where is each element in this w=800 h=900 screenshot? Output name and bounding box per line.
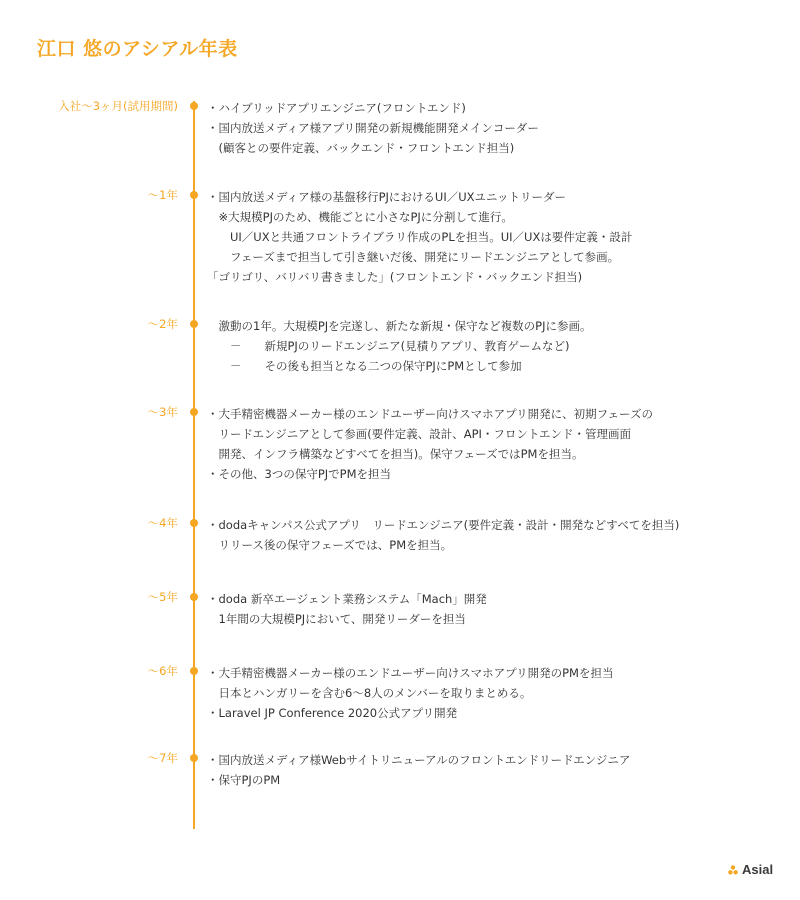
entry-line: リードエンジニアとして参画(要件定義、設計、API・フロントエンド・管理画面 — [207, 427, 631, 441]
timeline-dot — [190, 408, 198, 416]
entry-label: 入社〜3ヶ月(試用期間) — [58, 99, 178, 113]
entry-line: ・国内放送メディア様の基盤移行PJにおけるUI／UXユニットリーダー — [207, 190, 567, 204]
entry-line: 日本とハンガリーを含む6〜8人のメンバーを取りまとめる。 — [207, 686, 532, 700]
entry-line: － その後も担当となる二つの保守PJにPMとして参加 — [207, 359, 522, 373]
logo-text: Asial — [742, 862, 774, 877]
entry-text — [207, 97, 539, 159]
entry-line: リリース後の保守フェーズでは、PMを担当。 — [207, 538, 453, 552]
entry-line: ・国内放送メディア様Webサイトリニューアルのフロントエンドリードエンジニア — [207, 753, 631, 767]
entry-line: ・dodaキャンパス公式アプリ リードエンジニア(要件定義・設計・開発などすべてを担当) — [207, 518, 680, 532]
timeline-dot — [190, 593, 198, 601]
entry-line: ・doda 新卒エージェント業務システム「Mach」開発 — [207, 592, 487, 606]
entry-line: ・Laravel JP Conference 2020公式アプリ開発 — [207, 706, 458, 720]
entry-line: － 新規PJのリードエンジニア(見積りアプリ、教育ゲームなど) — [207, 339, 570, 353]
timeline-dot — [190, 519, 198, 527]
entry-line: ・ハイブリッドアプリエンジニア(フロントエンド) — [207, 101, 466, 115]
entry-label: 〜5年 — [147, 590, 178, 604]
entry-label: 〜3年 — [147, 405, 178, 419]
entry-label: 〜2年 — [147, 317, 178, 331]
entry-text — [207, 315, 591, 377]
entry-line: 激動の1年。大規模PJを完遂し、新たな新規・保守など複数のPJに参画。 — [207, 319, 592, 333]
entry-text — [207, 514, 679, 556]
entry-line: UI／UXと共通フロントライブラリ作成のPLを担当。UI／UXは要件定義・設計 — [207, 230, 633, 244]
timeline-dot — [190, 191, 198, 199]
entry-line: 「ゴリゴリ、バリバリ書きました」(フロントエンド・バックエンド担当) — [207, 270, 583, 284]
entry-line: 1年間の大規模PJにおいて、開発リーダーを担当 — [207, 612, 466, 626]
timeline-line — [193, 101, 195, 829]
timeline-dot — [190, 754, 198, 762]
page-title: 江口 悠のアシアル年表 — [37, 38, 238, 60]
entry-line: ・大手精密機器メーカー様のエンドユーザー向けスマホアプリ開発に、初期フェーズの — [207, 407, 653, 421]
entry-label: 〜4年 — [147, 516, 178, 530]
entry-line: (顧客との要件定義、バックエンド・フロントエンド担当) — [207, 141, 515, 155]
entry-line: フェーズまで担当して引き継いだ後、開発にリードエンジニアとして参画。 — [207, 250, 620, 264]
entry-text — [207, 588, 487, 630]
logo-mark-icon — [728, 865, 738, 875]
asial-logo — [728, 862, 773, 877]
entry-text — [207, 186, 632, 288]
entry-label: 〜1年 — [147, 188, 178, 202]
entry-line: 開発、インフラ構築などすべてを担当)。保守フェーズではPMを担当。 — [207, 447, 584, 461]
entry-line: ※大規模PJのため、機能ごとに小さなPJに分割して進行。 — [207, 210, 513, 224]
entry-line: ・国内放送メディア様アプリ開発の新規機能開発メインコーダー — [207, 121, 539, 135]
entry-line: ・大手精密機器メーカー様のエンドユーザー向けスマホアプリ開発のPMを担当 — [207, 666, 614, 680]
entry-label: 〜7年 — [147, 751, 178, 765]
entry-text — [207, 662, 613, 724]
entry-line: ・保守PJのPM — [207, 773, 281, 787]
entry-text — [207, 749, 630, 791]
timeline-dot — [190, 320, 198, 328]
timeline-dot — [190, 102, 198, 110]
entry-line: ・その他、3つの保守PJでPMを担当 — [207, 467, 391, 481]
timeline-dot — [190, 667, 198, 675]
entry-text — [207, 403, 653, 485]
entry-label: 〜6年 — [147, 664, 178, 678]
